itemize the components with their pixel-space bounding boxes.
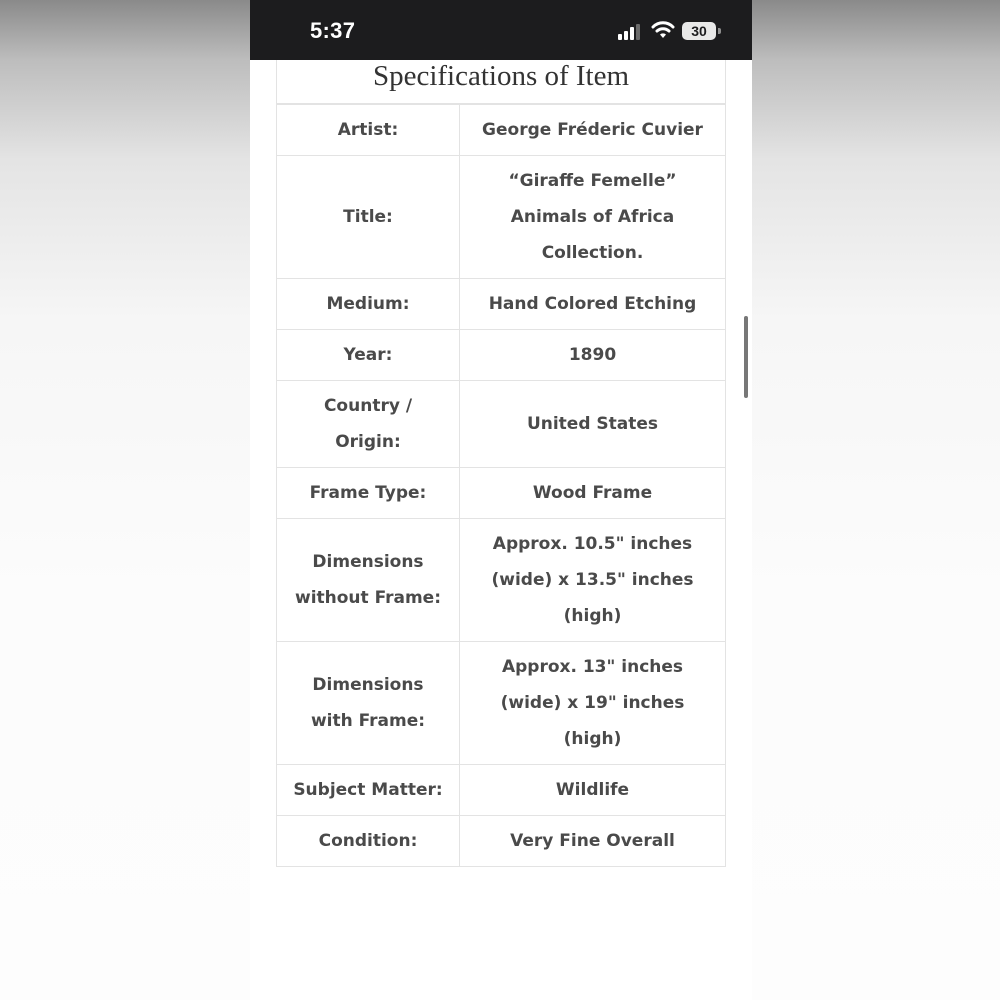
table-row [277,156,726,279]
spec-value: Approx. 10.5" inches (wide) x 13.5" inches (high) [460,519,726,642]
spec-label: Subject Matter: [277,765,460,816]
table-row [277,381,726,468]
table-row [277,765,726,816]
battery-icon: 30 [682,22,716,40]
spec-value: “Giraffe Femelle” Animals of Africa Collection. [460,156,726,279]
spec-label: Frame Type: [277,468,460,519]
spec-table [276,104,726,867]
spec-label: Country / Origin: [277,381,460,468]
page-title: Specifications of Item [276,60,726,104]
table-row [277,279,726,330]
spec-label: Condition: [277,816,460,867]
table-row [277,642,726,765]
battery-cap [718,28,721,34]
spec-value: Approx. 13" inches (wide) x 19" inches (high) [460,642,726,765]
status-time: 5:37 [310,18,356,43]
spec-value: George Fréderic Cuvier [460,105,726,156]
status-bar [250,0,752,60]
table-row [277,105,726,156]
scroll-indicator[interactable] [744,316,748,398]
table-row [277,816,726,867]
spec-value: 1890 [460,330,726,381]
phone-screen [250,0,752,1000]
spec-label: Medium: [277,279,460,330]
spec-value: Wildlife [460,765,726,816]
spec-value: Very Fine Overall [460,816,726,867]
signal-icon [618,24,640,40]
spec-label: Title: [277,156,460,279]
spec-label: Year: [277,330,460,381]
table-row [277,519,726,642]
table-row [277,330,726,381]
spec-value: United States [460,381,726,468]
spec-label: Dimensions without Frame: [277,519,460,642]
spec-section [276,60,726,867]
spec-value: Wood Frame [460,468,726,519]
table-row [277,468,726,519]
spec-value: Hand Colored Etching [460,279,726,330]
spec-label: Artist: [277,105,460,156]
wifi-icon [651,20,675,40]
spec-label: Dimensions with Frame: [277,642,460,765]
